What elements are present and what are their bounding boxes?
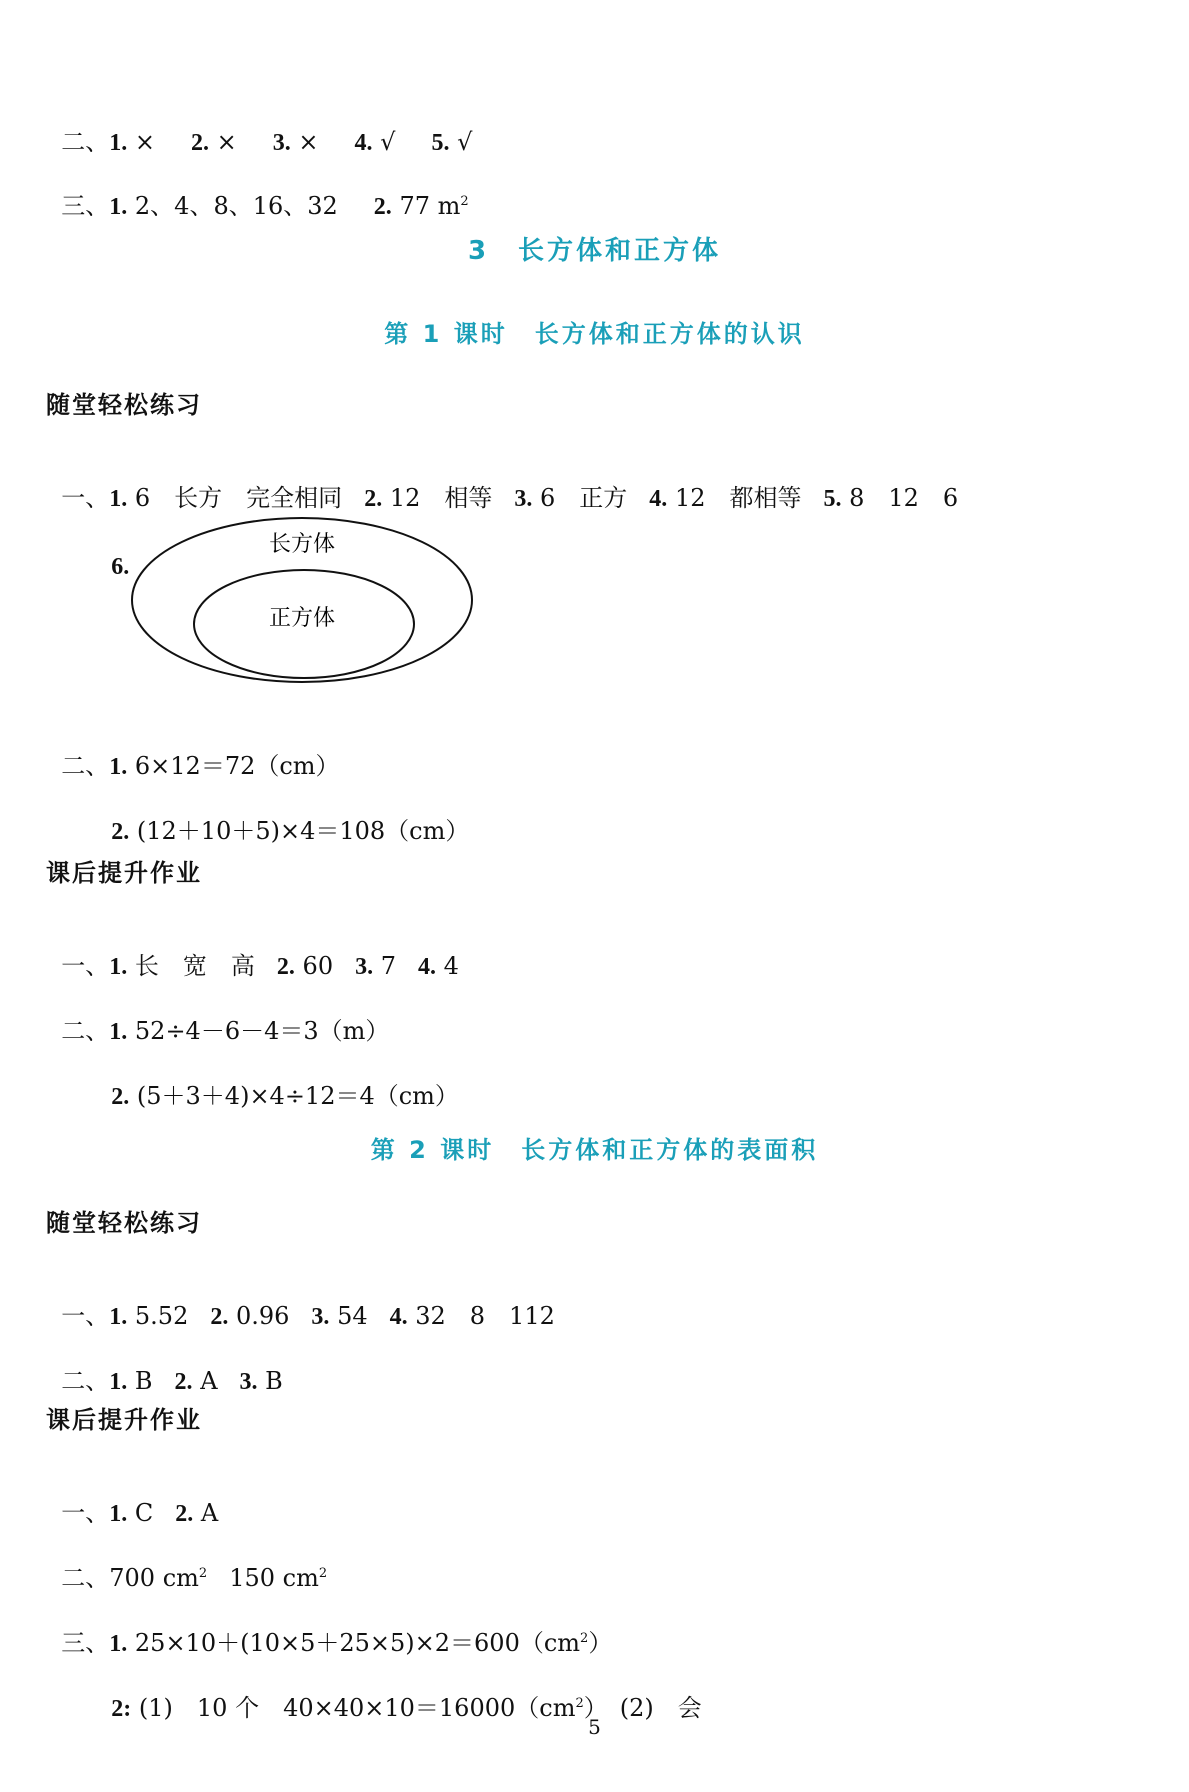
item-number: 3. [239,1369,258,1395]
answer-line [96,783,469,848]
answer-line [46,1268,555,1333]
answer-value: 700 cm [109,1564,199,1592]
section-number: 一、 [61,1499,110,1527]
item-number: 1. [109,1631,128,1657]
answer-line [46,158,469,223]
answer-value: B [134,1367,153,1395]
item-number: 2. [111,1084,130,1110]
answer-value: 6 正方 [540,484,628,512]
answer-value: 52÷4－6－4＝3（m） [134,1017,390,1045]
item-number [96,518,129,583]
item-number: 2. [210,1304,229,1330]
answer-value: 60 [302,952,334,980]
item-number: 1. [109,754,128,780]
answer-value: C [134,1499,154,1527]
answer-line [46,450,958,515]
superscript: 2 [580,1631,589,1646]
section-heading: 随堂轻松练习 [46,391,202,419]
answer-value: 12 相等 [389,484,493,512]
item-number: 1. [109,1369,128,1395]
item-number: 3. [311,1304,330,1330]
chapter-title: 3 长方体和正方体 [467,236,722,266]
answer-value: 25×10＋(10×5＋25×5)×2＝600（cm [134,1629,581,1657]
answer-value: 5.52 [134,1302,189,1330]
section-heading: 随堂轻松练习 [46,1209,202,1237]
item-number: 2. [276,954,295,980]
answer-value: 7 [380,952,397,980]
item-number: 4. [418,954,437,980]
answer-value: B [265,1367,283,1395]
answer-value: 0.96 [235,1302,290,1330]
inner-label: 正方体 [268,606,336,631]
answer-value: 2、4、8、16、32 [134,192,338,220]
item-number: 2. [373,194,392,220]
answer-line [96,1048,459,1113]
answer-value: 6×12＝72（cm） [134,752,340,780]
item-number: 2. [191,130,210,156]
section-number: 一、 [61,1302,110,1330]
answer-value: 6 长方 完全相同 [134,484,343,512]
section-number: 三、 [61,192,110,220]
item-number: 2. [175,1501,194,1527]
item-number: 4. [649,486,668,512]
section-number: 二、 [61,1367,110,1395]
item-number: 5. [431,130,450,156]
answer-value: 4 [443,952,459,980]
answer-value: 77 m [399,192,461,220]
item-number: 2. [111,819,130,845]
section-number: 二、 [61,1564,110,1592]
answer-value: (5＋3＋4)×4÷12＝4（cm） [136,1082,459,1110]
outer-label: 长方体 [268,532,336,557]
answer-value: × [134,128,156,156]
answer-value: √ [457,128,473,156]
answer-value: ） [588,1629,613,1657]
item-number: 3. [514,486,533,512]
section-number: 二、 [61,128,110,156]
section-number: 二、 [61,752,110,780]
answer-line [46,1595,612,1660]
section-heading: 课后提升作业 [46,1406,202,1434]
answer-value: 12 都相等 [674,484,802,512]
answer-value: (1) 10 个 40×40×10＝16000（cm [138,1694,576,1722]
answer-value: 8 12 6 [849,484,959,512]
answer-line [46,1465,218,1530]
answer-value: A [200,1367,218,1395]
superscript: 2 [460,194,469,209]
answer-value: √ [380,128,396,156]
superscript: 2 [318,1566,328,1581]
item-number: 1. [109,1019,128,1045]
venn-diagram [128,515,478,689]
section-number: 二、 [61,1017,110,1045]
answer-value: 32 8 112 [415,1302,555,1330]
item-number: 1. [109,130,128,156]
item-number: 5. [823,486,842,512]
item-number: 1. [109,1501,128,1527]
item-number: 1. [109,194,128,220]
lesson-title: 第 2 课时 长方体和正方体的表面积 [370,1136,819,1164]
section-number: 一、 [61,952,110,980]
answer-line [46,918,459,983]
answer-value: ） (2) 会 [583,1694,702,1722]
lesson-title: 第 1 课时 长方体和正方体的认识 [384,320,805,348]
section-heading: 课后提升作业 [46,859,202,887]
answer-value: 150 cm [229,1564,319,1592]
answer-value: A [200,1499,219,1527]
superscript: 2 [198,1566,208,1581]
section-number: 一、 [61,484,110,512]
item-number: 4. [354,130,373,156]
item-number: 4. [389,1304,408,1330]
section-number: 三、 [61,1629,110,1657]
superscript: 2 [575,1696,584,1711]
answer-line [46,983,389,1048]
item-number: 2. [364,486,383,512]
answer-value: × [216,128,237,156]
item-number: 2. [174,1369,193,1395]
answer-value: × [298,128,319,156]
answer-line [46,1333,283,1398]
answer-line [46,718,340,783]
answer-value: (12＋10＋5)×4＝108（cm） [136,817,470,845]
answer-value: 长 宽 高 [134,952,255,980]
answer-line [46,1530,327,1594]
item-number: 3. [355,954,374,980]
item-number: 2: [111,1696,132,1722]
item-number: 1. [109,486,128,512]
item-number: 1. [109,954,128,980]
page-number: 5 [588,1715,601,1739]
answer-line [46,94,472,159]
q6-label: 6. [111,554,130,580]
ellipse-diagram [128,515,478,685]
answer-value: 54 [337,1302,368,1330]
item-number: 3. [272,130,291,156]
item-number: 1. [109,1304,128,1330]
